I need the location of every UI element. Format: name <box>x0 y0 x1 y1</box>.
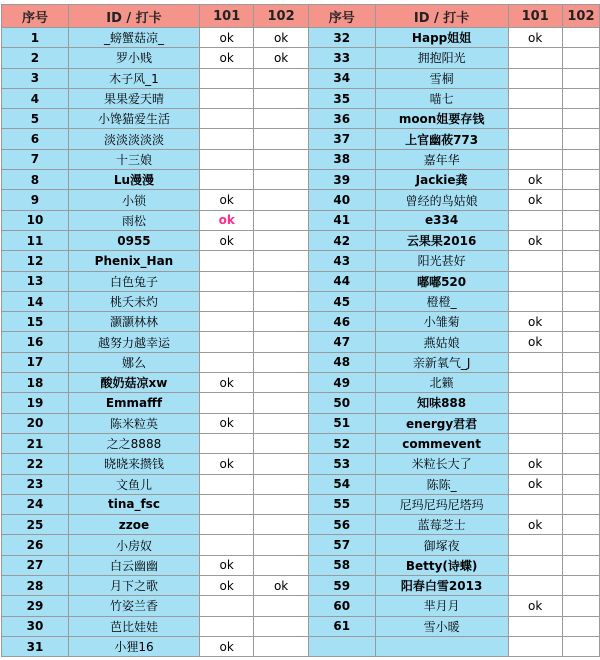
table-row <box>2 312 600 332</box>
checkin-101-cell-left[interactable] <box>200 474 254 494</box>
table-row <box>2 149 600 169</box>
table-row <box>2 636 600 656</box>
checkin-101-cell-right[interactable] <box>508 555 562 575</box>
checkin-102-cell-right[interactable] <box>562 454 599 474</box>
checkin-102-cell-left[interactable] <box>254 291 308 311</box>
id-cell-left[interactable]: tina_fsc <box>68 494 199 514</box>
checkin-102-cell-right[interactable] <box>562 149 599 169</box>
id-cell-left[interactable]: 木子风_1 <box>68 68 199 88</box>
checkin-102-cell-left[interactable] <box>254 190 308 210</box>
checkin-102-cell-right[interactable] <box>562 596 599 616</box>
id-cell-right[interactable]: 芈月月 <box>375 596 508 616</box>
checkin-102-cell-left[interactable] <box>254 474 308 494</box>
checkin-101-cell-left[interactable]: ok <box>200 555 254 575</box>
checkin-101-cell-right[interactable] <box>508 129 562 149</box>
seq-cell-left[interactable]: 31 <box>2 636 69 656</box>
seq-cell-right[interactable] <box>308 636 375 656</box>
checkin-102-cell-left[interactable] <box>254 555 308 575</box>
seq-cell-left[interactable]: 15 <box>2 312 69 332</box>
id-cell-right[interactable]: 阳光甚好 <box>375 251 508 271</box>
id-cell-left[interactable]: 之之8888 <box>68 433 199 453</box>
seq-cell-right[interactable]: 33 <box>308 48 375 68</box>
checkin-101-cell-right[interactable]: ok <box>508 332 562 352</box>
checkin-101-cell-left[interactable] <box>200 109 254 129</box>
checkin-101-cell-left[interactable] <box>200 149 254 169</box>
checkin-102-cell-left[interactable] <box>254 109 308 129</box>
checkin-102-cell-right[interactable] <box>562 433 599 453</box>
checkin-101-cell-left[interactable]: ok <box>200 190 254 210</box>
checkin-102-cell-left[interactable] <box>254 596 308 616</box>
id-cell-right[interactable]: energy君君 <box>375 413 508 433</box>
checkin-101-cell-right[interactable]: ok <box>508 28 562 48</box>
checkin-102-cell-right[interactable] <box>562 535 599 555</box>
seq-cell-right[interactable]: 60 <box>308 596 375 616</box>
seq-cell-left[interactable]: 13 <box>2 271 69 291</box>
id-cell-right[interactable]: commevent <box>375 433 508 453</box>
checkin-101-cell-right[interactable] <box>508 68 562 88</box>
checkin-101-cell-right[interactable] <box>508 109 562 129</box>
checkin-101-cell-right[interactable] <box>508 616 562 636</box>
seq-cell-left[interactable]: 24 <box>2 494 69 514</box>
seq-cell-right[interactable]: 34 <box>308 68 375 88</box>
id-cell-right[interactable]: Happ姐姐 <box>375 28 508 48</box>
checkin-101-cell-left[interactable] <box>200 433 254 453</box>
checkin-101-cell-left[interactable]: ok <box>200 230 254 250</box>
checkin-101-cell-right[interactable] <box>508 271 562 291</box>
checkin-102-cell-right[interactable] <box>562 251 599 271</box>
checkin-101-cell-right[interactable] <box>508 210 562 230</box>
checkin-102-cell-right[interactable] <box>562 352 599 372</box>
header-102-right: 102 <box>562 5 599 28</box>
id-cell-left[interactable]: Lu漫漫 <box>68 170 199 190</box>
checkin-102-cell-left[interactable] <box>254 332 308 352</box>
id-cell-left[interactable]: 小馋猫爱生活 <box>68 109 199 129</box>
seq-cell-right[interactable]: 61 <box>308 616 375 636</box>
id-cell-right[interactable]: 上官幽莜773 <box>375 129 508 149</box>
table-row <box>2 555 600 575</box>
checkin-102-cell-right[interactable] <box>562 88 599 108</box>
checkin-101-cell-left[interactable] <box>200 68 254 88</box>
checkin-102-cell-right[interactable] <box>562 129 599 149</box>
checkin-101-cell-right[interactable] <box>508 48 562 68</box>
seq-cell-right[interactable]: 57 <box>308 535 375 555</box>
seq-cell-right[interactable]: 51 <box>308 413 375 433</box>
id-cell-right[interactable]: 嘟嘟520 <box>375 271 508 291</box>
table-row <box>2 109 600 129</box>
seq-cell-left[interactable]: 25 <box>2 515 69 535</box>
table-row <box>2 190 600 210</box>
table-row <box>2 373 600 393</box>
checkin-102-cell-left[interactable]: ok <box>254 48 308 68</box>
id-cell-right[interactable]: 雪小暖 <box>375 616 508 636</box>
checkin-102-cell-right[interactable] <box>562 555 599 575</box>
checkin-101-cell-left[interactable] <box>200 251 254 271</box>
id-cell-right[interactable]: 蓝莓芝士 <box>375 515 508 535</box>
seq-cell-right[interactable]: 56 <box>308 515 375 535</box>
checkin-102-cell-left[interactable] <box>254 88 308 108</box>
checkin-101-cell-left[interactable] <box>200 129 254 149</box>
checkin-101-cell-right[interactable] <box>508 413 562 433</box>
seq-cell-right[interactable]: 32 <box>308 28 375 48</box>
seq-cell-left[interactable]: 10 <box>2 210 69 230</box>
table-row <box>2 494 600 514</box>
checkin-102-cell-right[interactable] <box>562 373 599 393</box>
checkin-101-cell-left[interactable] <box>200 596 254 616</box>
id-cell-left[interactable]: 淡淡淡淡淡 <box>68 129 199 149</box>
id-cell-right[interactable]: 拥抱阳光 <box>375 48 508 68</box>
checkin-102-cell-right[interactable] <box>562 28 599 48</box>
seq-cell-right[interactable]: 45 <box>308 291 375 311</box>
checkin-101-cell-left[interactable] <box>200 312 254 332</box>
table-row <box>2 210 600 230</box>
seq-cell-right[interactable]: 40 <box>308 190 375 210</box>
id-cell-right[interactable]: Jackie龚 <box>375 170 508 190</box>
checkin-102-cell-right[interactable] <box>562 230 599 250</box>
checkin-101-cell-right[interactable]: ok <box>508 474 562 494</box>
table-row <box>2 291 600 311</box>
checkin-101-cell-right[interactable]: ok <box>508 230 562 250</box>
seq-cell-left[interactable]: 8 <box>2 170 69 190</box>
seq-cell-left[interactable]: 23 <box>2 474 69 494</box>
id-cell-left[interactable]: 酸奶菇凉xw <box>68 373 199 393</box>
checkin-101-cell-right[interactable]: ok <box>508 454 562 474</box>
checkin-102-cell-right[interactable] <box>562 312 599 332</box>
id-cell-right[interactable]: Betty(诗蝶) <box>375 555 508 575</box>
table-row <box>2 332 600 352</box>
id-cell-right[interactable] <box>375 636 508 656</box>
checkin-101-cell-left[interactable]: ok <box>200 48 254 68</box>
seq-cell-right[interactable]: 48 <box>308 352 375 372</box>
seq-cell-left[interactable]: 17 <box>2 352 69 372</box>
table-row <box>2 48 600 68</box>
header-row <box>2 5 600 28</box>
id-cell-left[interactable]: 晓晓来攒钱 <box>68 454 199 474</box>
id-cell-right[interactable]: 橙橙_ <box>375 291 508 311</box>
header-seq-right: 序号 <box>308 5 375 28</box>
checkin-101-cell-right[interactable] <box>508 149 562 169</box>
checkin-102-cell-left[interactable] <box>254 210 308 230</box>
checkin-101-cell-left[interactable]: ok <box>200 210 254 230</box>
seq-cell-left[interactable]: 9 <box>2 190 69 210</box>
id-cell-right[interactable]: 小雏菊 <box>375 312 508 332</box>
checkin-101-cell-left[interactable]: ok <box>200 28 254 48</box>
checkin-102-cell-right[interactable] <box>562 515 599 535</box>
table-row <box>2 129 600 149</box>
checkin-101-cell-right[interactable] <box>508 291 562 311</box>
seq-cell-left[interactable]: 5 <box>2 109 69 129</box>
checkin-102-cell-left[interactable] <box>254 230 308 250</box>
table-row <box>2 393 600 413</box>
checkin-102-cell-right[interactable] <box>562 332 599 352</box>
header-102-left: 102 <box>254 5 308 28</box>
checkin-102-cell-right[interactable] <box>562 170 599 190</box>
checkin-101-cell-left[interactable]: ok <box>200 373 254 393</box>
id-cell-left[interactable]: 月下之歌 <box>68 576 199 596</box>
seq-cell-left[interactable]: 20 <box>2 413 69 433</box>
id-cell-left[interactable]: 文鱼儿 <box>68 474 199 494</box>
checkin-102-cell-left[interactable] <box>254 636 308 656</box>
id-cell-left[interactable]: _螃蟹菇凉_ <box>68 28 199 48</box>
checkin-101-cell-right[interactable] <box>508 535 562 555</box>
checkin-102-cell-left[interactable]: ok <box>254 28 308 48</box>
checkin-102-cell-left[interactable] <box>254 129 308 149</box>
id-cell-left[interactable]: 果果爱天晴 <box>68 88 199 108</box>
seq-cell-right[interactable]: 38 <box>308 149 375 169</box>
seq-cell-left[interactable]: 21 <box>2 433 69 453</box>
table-row <box>2 352 600 372</box>
seq-cell-left[interactable]: 14 <box>2 291 69 311</box>
id-cell-left[interactable]: Emmafff <box>68 393 199 413</box>
id-cell-right[interactable]: 曾经的鸟姑娘 <box>375 190 508 210</box>
table-row <box>2 170 600 190</box>
checkin-101-cell-right[interactable]: ok <box>508 596 562 616</box>
checkin-102-cell-left[interactable] <box>254 494 308 514</box>
checkin-102-cell-left[interactable] <box>254 170 308 190</box>
seq-cell-left[interactable]: 11 <box>2 230 69 250</box>
seq-cell-right[interactable]: 41 <box>308 210 375 230</box>
seq-cell-right[interactable]: 37 <box>308 129 375 149</box>
checkin-102-cell-left[interactable] <box>254 373 308 393</box>
table-row <box>2 88 600 108</box>
id-cell-right[interactable]: 米粒长大了 <box>375 454 508 474</box>
id-cell-right[interactable]: 知味888 <box>375 393 508 413</box>
checkin-101-cell-left[interactable]: ok <box>200 576 254 596</box>
checkin-101-cell-left[interactable] <box>200 535 254 555</box>
id-cell-left[interactable]: 陈米粒英 <box>68 413 199 433</box>
seq-cell-right[interactable]: 52 <box>308 433 375 453</box>
checkin-102-cell-left[interactable] <box>254 68 308 88</box>
id-cell-right[interactable]: 燕姑娘 <box>375 332 508 352</box>
checkin-102-cell-right[interactable] <box>562 616 599 636</box>
checkin-101-cell-right[interactable]: ok <box>508 170 562 190</box>
seq-cell-left[interactable]: 19 <box>2 393 69 413</box>
id-cell-left[interactable]: 白云幽幽 <box>68 555 199 575</box>
id-cell-left[interactable]: 越努力越幸运 <box>68 332 199 352</box>
checkin-101-cell-left[interactable] <box>200 515 254 535</box>
checkin-102-cell-right[interactable] <box>562 393 599 413</box>
table-row <box>2 535 600 555</box>
checkin-102-cell-left[interactable] <box>254 352 308 372</box>
checkin-102-cell-left[interactable] <box>254 535 308 555</box>
seq-cell-right[interactable]: 49 <box>308 373 375 393</box>
header-seq-left: 序号 <box>2 5 69 28</box>
table-row <box>2 576 600 596</box>
id-cell-right[interactable]: 云果果2016 <box>375 230 508 250</box>
checkin-101-cell-left[interactable] <box>200 393 254 413</box>
checkin-102-cell-left[interactable] <box>254 393 308 413</box>
seq-cell-left[interactable]: 12 <box>2 251 69 271</box>
table-row <box>2 413 600 433</box>
checkin-102-cell-right[interactable] <box>562 494 599 514</box>
id-cell-right[interactable]: 亲新氧气_J <box>375 352 508 372</box>
checkin-101-cell-right[interactable]: ok <box>508 312 562 332</box>
checkin-102-cell-left[interactable] <box>254 312 308 332</box>
checkin-102-cell-left[interactable] <box>254 454 308 474</box>
id-cell-left[interactable]: 小锁 <box>68 190 199 210</box>
seq-cell-left[interactable]: 16 <box>2 332 69 352</box>
seq-cell-left[interactable]: 7 <box>2 149 69 169</box>
checkin-101-cell-left[interactable] <box>200 494 254 514</box>
checkin-102-cell-right[interactable] <box>562 413 599 433</box>
checkin-101-cell-right[interactable] <box>508 576 562 596</box>
table-row <box>2 596 600 616</box>
checkin-101-cell-right[interactable] <box>508 393 562 413</box>
checkin-101-cell-right[interactable] <box>508 636 562 656</box>
seq-cell-right[interactable]: 50 <box>308 393 375 413</box>
seq-cell-right[interactable]: 55 <box>308 494 375 514</box>
checkin-101-cell-right[interactable] <box>508 88 562 108</box>
checkin-table <box>1 4 600 657</box>
checkin-101-cell-left[interactable] <box>200 332 254 352</box>
checkin-101-cell-right[interactable] <box>508 352 562 372</box>
seq-cell-right[interactable]: 43 <box>308 251 375 271</box>
checkin-101-cell-right[interactable]: ok <box>508 515 562 535</box>
id-cell-left[interactable]: 0955 <box>68 230 199 250</box>
id-cell-right[interactable]: moon姐要存钱 <box>375 109 508 129</box>
checkin-102-cell-right[interactable] <box>562 48 599 68</box>
seq-cell-left[interactable]: 3 <box>2 68 69 88</box>
table-row <box>2 515 600 535</box>
id-cell-right[interactable]: 北籁 <box>375 373 508 393</box>
id-cell-left[interactable]: 芭比娃娃 <box>68 616 199 636</box>
id-cell-left[interactable]: 灏灏林林 <box>68 312 199 332</box>
table-row <box>2 616 600 636</box>
checkin-102-cell-right[interactable] <box>562 109 599 129</box>
checkin-101-cell-left[interactable]: ok <box>200 454 254 474</box>
seq-cell-right[interactable]: 58 <box>308 555 375 575</box>
table-row <box>2 251 600 271</box>
seq-cell-left[interactable]: 1 <box>2 28 69 48</box>
checkin-101-cell-left[interactable] <box>200 170 254 190</box>
table-row <box>2 433 600 453</box>
table-row <box>2 230 600 250</box>
table-row <box>2 28 600 48</box>
seq-cell-left[interactable]: 6 <box>2 129 69 149</box>
id-cell-right[interactable]: e334 <box>375 210 508 230</box>
checkin-101-cell-left[interactable] <box>200 291 254 311</box>
checkin-102-cell-left[interactable]: ok <box>254 576 308 596</box>
id-cell-left[interactable]: 十三娘 <box>68 149 199 169</box>
checkin-101-cell-right[interactable] <box>508 433 562 453</box>
id-cell-left[interactable]: 娜么 <box>68 352 199 372</box>
header-id-left: ID / 打卡 <box>68 5 199 28</box>
seq-cell-right[interactable]: 54 <box>308 474 375 494</box>
id-cell-left[interactable]: 桃夭未灼 <box>68 291 199 311</box>
checkin-spreadsheet <box>1 4 600 657</box>
id-cell-right[interactable]: 阳春白雪2013 <box>375 576 508 596</box>
checkin-102-cell-left[interactable] <box>254 271 308 291</box>
checkin-102-cell-left[interactable] <box>254 433 308 453</box>
seq-cell-right[interactable]: 39 <box>308 170 375 190</box>
checkin-102-cell-left[interactable] <box>254 149 308 169</box>
checkin-101-cell-left[interactable] <box>200 352 254 372</box>
header-101-right: 101 <box>508 5 562 28</box>
checkin-101-cell-left[interactable] <box>200 616 254 636</box>
table-row <box>2 474 600 494</box>
seq-cell-right[interactable]: 59 <box>308 576 375 596</box>
table-row <box>2 271 600 291</box>
seq-cell-right[interactable]: 35 <box>308 88 375 108</box>
checkin-102-cell-right[interactable] <box>562 474 599 494</box>
id-cell-left[interactable]: 雨松 <box>68 210 199 230</box>
id-cell-right[interactable]: 雪桐 <box>375 68 508 88</box>
id-cell-right[interactable]: 尼玛尼玛尼塔玛 <box>375 494 508 514</box>
seq-cell-left[interactable]: 27 <box>2 555 69 575</box>
seq-cell-left[interactable]: 26 <box>2 535 69 555</box>
seq-cell-right[interactable]: 46 <box>308 312 375 332</box>
checkin-102-cell-right[interactable] <box>562 636 599 656</box>
seq-cell-right[interactable]: 47 <box>308 332 375 352</box>
id-cell-left[interactable]: 小房奴 <box>68 535 199 555</box>
checkin-102-cell-left[interactable] <box>254 616 308 636</box>
seq-cell-left[interactable]: 4 <box>2 88 69 108</box>
header-id-right: ID / 打卡 <box>375 5 508 28</box>
table-row <box>2 454 600 474</box>
checkin-102-cell-left[interactable] <box>254 251 308 271</box>
checkin-102-cell-right[interactable] <box>562 576 599 596</box>
id-cell-right[interactable]: 喵七 <box>375 88 508 108</box>
checkin-102-cell-left[interactable] <box>254 515 308 535</box>
id-cell-left[interactable]: zzoe <box>68 515 199 535</box>
checkin-101-cell-left[interactable]: ok <box>200 636 254 656</box>
seq-cell-left[interactable]: 18 <box>2 373 69 393</box>
header-101-left: 101 <box>200 5 254 28</box>
checkin-101-cell-right[interactable] <box>508 251 562 271</box>
checkin-102-cell-right[interactable] <box>562 210 599 230</box>
seq-cell-left[interactable]: 28 <box>2 576 69 596</box>
seq-cell-right[interactable]: 44 <box>308 271 375 291</box>
seq-cell-right[interactable]: 42 <box>308 230 375 250</box>
checkin-101-cell-right[interactable] <box>508 373 562 393</box>
seq-cell-left[interactable]: 30 <box>2 616 69 636</box>
checkin-101-cell-left[interactable]: ok <box>200 413 254 433</box>
id-cell-right[interactable]: 陈陈_ <box>375 474 508 494</box>
checkin-102-cell-right[interactable] <box>562 271 599 291</box>
seq-cell-right[interactable]: 53 <box>308 454 375 474</box>
table-body <box>2 28 600 657</box>
id-cell-right[interactable]: 御塚夜 <box>375 535 508 555</box>
checkin-101-cell-left[interactable] <box>200 271 254 291</box>
checkin-101-cell-right[interactable] <box>508 494 562 514</box>
checkin-102-cell-right[interactable] <box>562 68 599 88</box>
checkin-102-cell-left[interactable] <box>254 413 308 433</box>
checkin-102-cell-right[interactable] <box>562 190 599 210</box>
checkin-102-cell-right[interactable] <box>562 291 599 311</box>
table-row <box>2 68 600 88</box>
id-cell-left[interactable]: 罗小贱 <box>68 48 199 68</box>
seq-cell-right[interactable]: 36 <box>308 109 375 129</box>
seq-cell-left[interactable]: 29 <box>2 596 69 616</box>
checkin-101-cell-left[interactable] <box>200 88 254 108</box>
id-cell-right[interactable]: 嘉年华 <box>375 149 508 169</box>
seq-cell-left[interactable]: 22 <box>2 454 69 474</box>
id-cell-left[interactable]: Phenix_Han <box>68 251 199 271</box>
seq-cell-left[interactable]: 2 <box>2 48 69 68</box>
id-cell-left[interactable]: 竹姿兰香 <box>68 596 199 616</box>
checkin-101-cell-right[interactable]: ok <box>508 190 562 210</box>
id-cell-left[interactable]: 小狸16 <box>68 636 199 656</box>
id-cell-left[interactable]: 白色兔子 <box>68 271 199 291</box>
